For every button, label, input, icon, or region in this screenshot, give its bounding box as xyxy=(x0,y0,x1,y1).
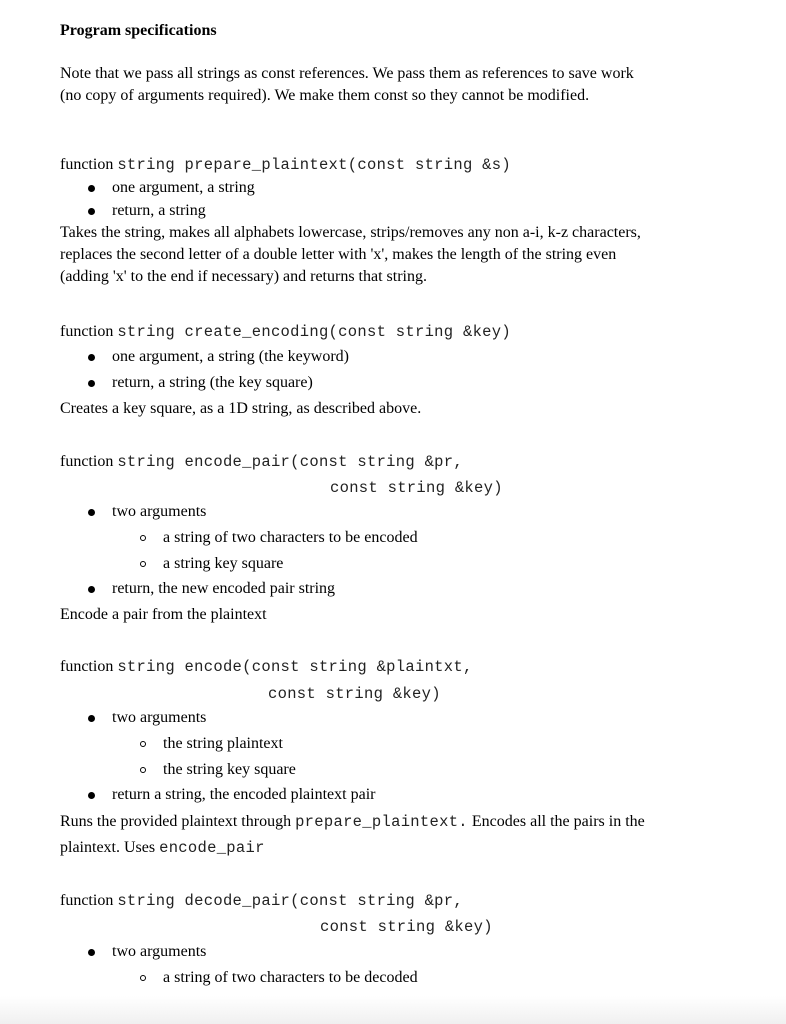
function-keyword: function xyxy=(60,453,114,470)
circle-bullet-icon xyxy=(140,561,146,567)
encode-bullet-1: two arguments xyxy=(112,709,207,726)
encode-desc-1-rest: Encodes all the pairs in the xyxy=(467,813,645,830)
circle-bullet-icon xyxy=(140,535,146,541)
circle-bullet-icon xyxy=(140,975,146,981)
bullet-icon xyxy=(88,792,95,799)
bullet-icon xyxy=(88,715,95,722)
encode-pair-bullet-1: two arguments xyxy=(112,503,207,520)
decode-pair-code-cont: const string &key) xyxy=(320,918,493,936)
page-bottom-shade xyxy=(0,996,786,1024)
encode-pair-desc: Encode a pair from the plaintext xyxy=(60,606,267,623)
create-signature xyxy=(60,322,511,342)
bullet-icon xyxy=(88,380,95,387)
prepare-desc-2: replaces the second letter of a double letter with 'x', makes the length of the string even xyxy=(60,246,617,263)
inline-code-prepare: prepare_plaintext. xyxy=(295,813,468,831)
page-title: Program specifications xyxy=(60,22,217,39)
function-keyword: function xyxy=(60,156,114,173)
bullet-icon xyxy=(88,208,95,215)
encode-sub-1: the string plaintext xyxy=(163,735,283,752)
circle-bullet-icon xyxy=(140,767,146,773)
prepare-bullet-2: return, a string xyxy=(112,202,206,219)
encode-pair-signature xyxy=(60,452,463,472)
encode-desc-2-text: plaintext. Uses xyxy=(60,839,160,856)
function-keyword: function xyxy=(60,658,114,675)
decode-pair-signature xyxy=(60,891,463,911)
create-desc-1: Creates a key square, as a 1D string, as described above. xyxy=(60,400,422,417)
encode-pair-code: string encode_pair(const string &pr, xyxy=(117,453,463,471)
circle-bullet-icon xyxy=(140,741,146,747)
bullet-icon xyxy=(88,949,95,956)
prepare-desc-3: (adding 'x' to the end if necessary) and returns that string. xyxy=(60,268,427,285)
prepare-code: string prepare_plaintext(const string &s) xyxy=(117,156,511,174)
inline-code-encode-pair: encode_pair xyxy=(159,839,265,857)
encode-desc-1-text: Runs the provided plaintext through xyxy=(60,813,296,830)
create-bullet-1: one argument, a string (the keyword) xyxy=(112,348,349,365)
encode-desc-2 xyxy=(60,838,265,858)
decode-pair-sub-1: a string of two characters to be decoded xyxy=(163,969,418,986)
function-keyword: function xyxy=(60,323,114,340)
bullet-icon xyxy=(88,586,95,593)
prepare-desc-1: Takes the string, makes all alphabets lowercase, strips/removes any non a-i, k-z characters, xyxy=(60,224,641,241)
decode-pair-code: string decode_pair(const string &pr, xyxy=(117,892,463,910)
bullet-icon xyxy=(88,185,95,192)
intro-line-2: (no copy of arguments required). We make them const so they cannot be modified. xyxy=(60,87,590,104)
encode-desc-1 xyxy=(60,812,645,832)
encode-pair-sub-2: a string key square xyxy=(163,555,284,572)
encode-sub-2: the string key square xyxy=(163,761,296,778)
encode-pair-sub-1: a string of two characters to be encoded xyxy=(163,529,418,546)
encode-signature xyxy=(60,657,473,677)
bullet-icon xyxy=(88,509,95,516)
function-keyword: function xyxy=(60,892,114,909)
prepare-bullet-1: one argument, a string xyxy=(112,179,255,196)
encode-pair-code-cont: const string &key) xyxy=(330,479,503,497)
encode-pair-bullet-2: return, the new encoded pair string xyxy=(112,580,336,597)
encode-code-cont: const string &key) xyxy=(268,685,441,703)
intro-line-1: Note that we pass all strings as const references. We pass them as references to save work xyxy=(60,65,634,82)
bullet-icon xyxy=(88,354,95,361)
decode-pair-bullet-1: two arguments xyxy=(112,943,207,960)
prepare-signature xyxy=(60,155,511,175)
create-bullet-2: return, a string (the key square) xyxy=(112,374,313,391)
encode-code: string encode(const string &plaintxt, xyxy=(117,658,473,676)
create-code: string create_encoding(const string &key) xyxy=(117,323,511,341)
encode-bullet-2: return a string, the encoded plaintext pair xyxy=(112,786,376,803)
